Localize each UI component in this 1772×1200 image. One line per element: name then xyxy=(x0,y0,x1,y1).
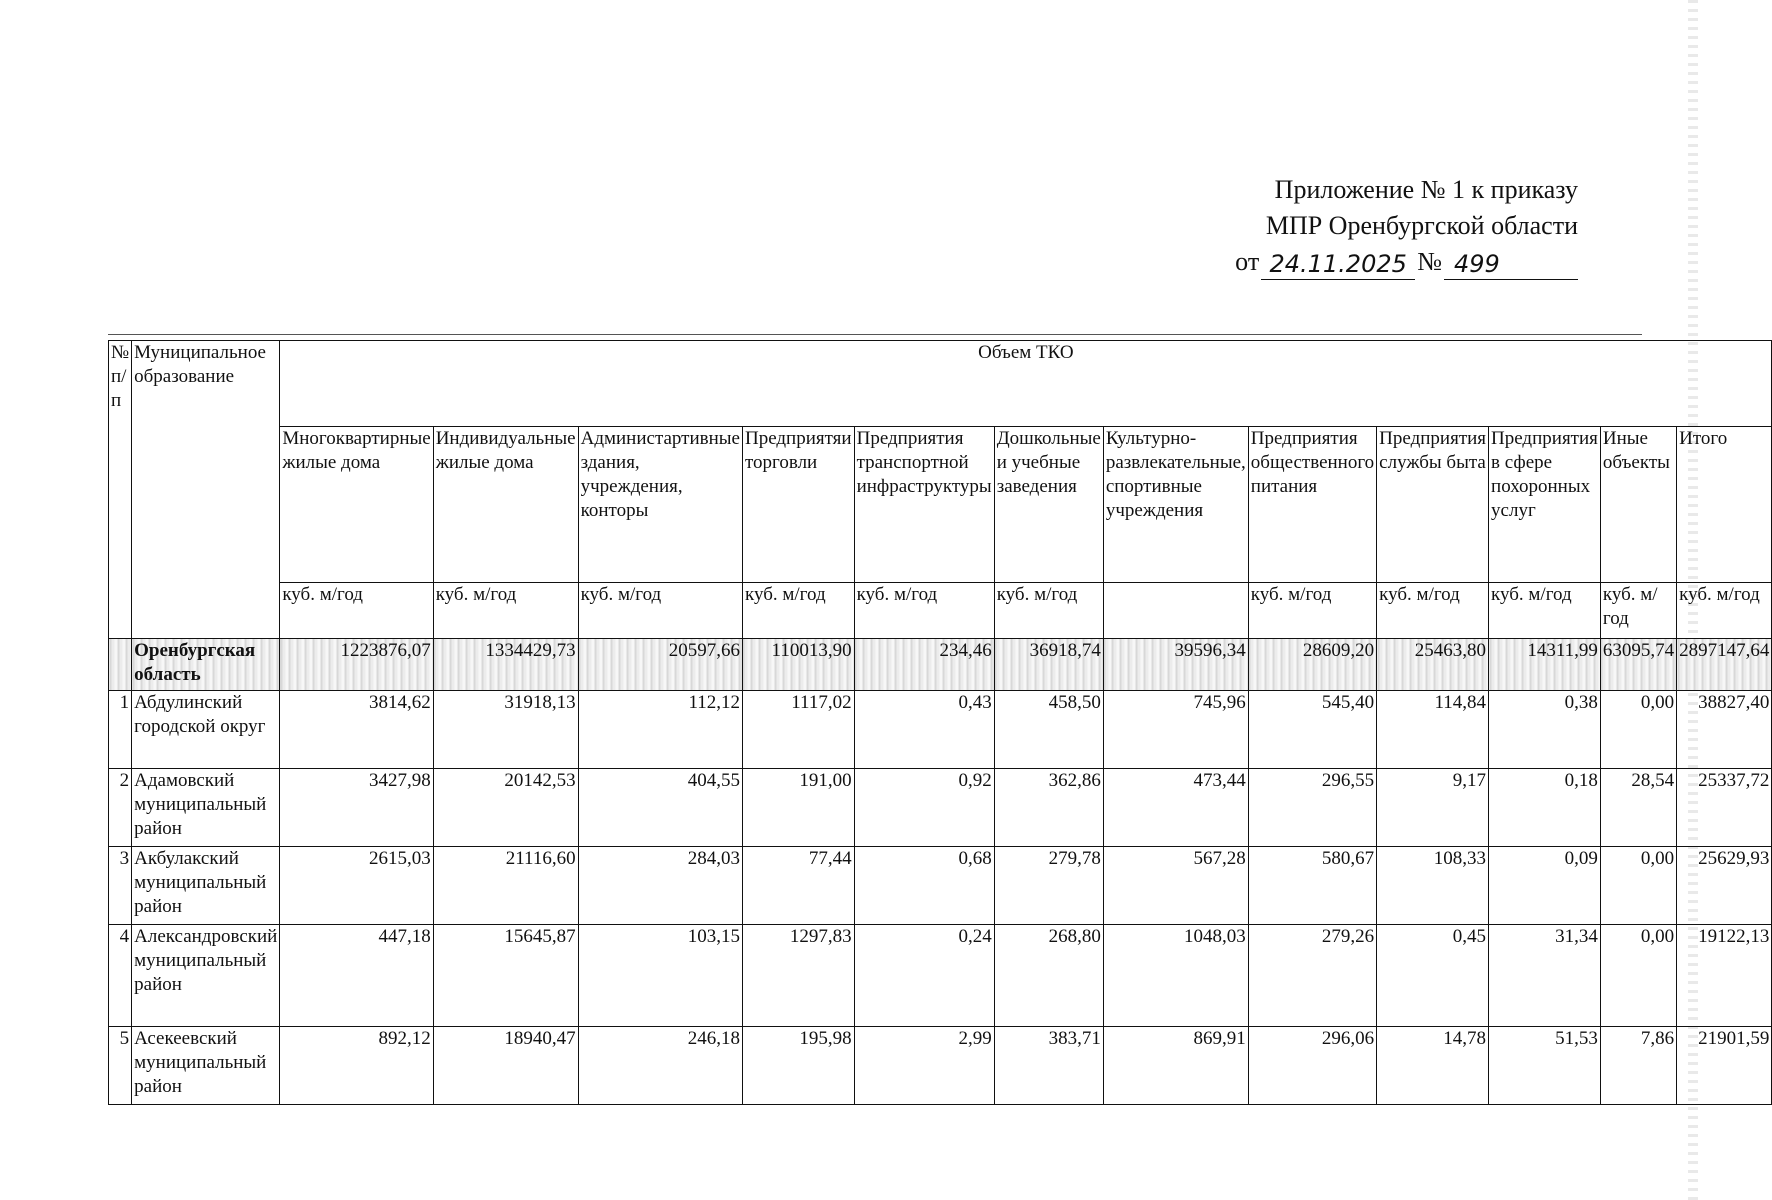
unit-header: куб. м/год xyxy=(1248,583,1376,639)
value-cell: 9,17 xyxy=(1377,769,1489,847)
row-index: 3 xyxy=(109,847,132,925)
value-cell: 567,28 xyxy=(1103,847,1248,925)
value-cell: 0,00 xyxy=(1600,925,1676,1027)
unit-header: куб. м/год xyxy=(1489,583,1601,639)
value-cell: 892,12 xyxy=(280,1027,433,1105)
value-cell: 0,09 xyxy=(1489,847,1601,925)
value-cell: 63095,74 xyxy=(1600,639,1676,691)
value-cell: 114,84 xyxy=(1377,691,1489,769)
municipality-name: Акбулакский муниципальный район xyxy=(132,847,280,925)
unit-header: куб. м/год xyxy=(854,583,994,639)
value-cell: 1117,02 xyxy=(742,691,854,769)
value-cell: 112,12 xyxy=(578,691,742,769)
category-header: Предприятия общественного питания xyxy=(1248,427,1376,583)
value-cell: 580,67 xyxy=(1248,847,1376,925)
category-header: Культурно-развлекательные, спортивные учреждения xyxy=(1103,427,1248,583)
category-header: Иные объекты xyxy=(1600,427,1676,583)
value-cell: 473,44 xyxy=(1103,769,1248,847)
unit-header: куб. м/год xyxy=(994,583,1103,639)
value-cell: 0,92 xyxy=(854,769,994,847)
value-cell: 21116,60 xyxy=(433,847,578,925)
header-row-top xyxy=(109,341,1772,427)
category-header: Предприятия службы быта xyxy=(1377,427,1489,583)
value-cell: 1223876,07 xyxy=(280,639,433,691)
unit-header: куб. м/год xyxy=(1600,583,1676,639)
table-row xyxy=(109,1027,1772,1105)
category-header: Предприятия транспортной инфраструктуры xyxy=(854,427,994,583)
value-cell: 383,71 xyxy=(994,1027,1103,1105)
value-cell: 1048,03 xyxy=(1103,925,1248,1027)
row-index: 2 xyxy=(109,769,132,847)
value-cell: 545,40 xyxy=(1248,691,1376,769)
unit-header: куб. м/год xyxy=(742,583,854,639)
value-cell: 39596,34 xyxy=(1103,639,1248,691)
appendix-line-1: Приложение № 1 к приказу xyxy=(1274,175,1578,204)
value-cell: 2,99 xyxy=(854,1027,994,1105)
value-cell: 404,55 xyxy=(578,769,742,847)
value-cell: 195,98 xyxy=(742,1027,854,1105)
value-cell: 18940,47 xyxy=(433,1027,578,1105)
header-row-categories xyxy=(109,427,1772,583)
category-header: Итого xyxy=(1677,427,1772,583)
value-cell: 25629,93 xyxy=(1677,847,1772,925)
value-cell: 3427,98 xyxy=(280,769,433,847)
value-cell: 447,18 xyxy=(280,925,433,1027)
municipality-name: Адамовский муниципальный район xyxy=(132,769,280,847)
value-cell: 279,26 xyxy=(1248,925,1376,1027)
appendix-line-3 xyxy=(1235,244,1578,280)
value-cell: 108,33 xyxy=(1377,847,1489,925)
value-cell: 25463,80 xyxy=(1377,639,1489,691)
category-header: Предприятяи торговли xyxy=(742,427,854,583)
table-row xyxy=(109,925,1772,1027)
value-cell: 19122,13 xyxy=(1677,925,1772,1027)
value-cell: 0,18 xyxy=(1489,769,1601,847)
value-cell: 20597,66 xyxy=(578,639,742,691)
unit-header: куб. м/год xyxy=(280,583,433,639)
table-row xyxy=(109,847,1772,925)
col-index-header: № п/п xyxy=(109,341,132,639)
municipality-name: Абдулинский городской округ xyxy=(132,691,280,769)
value-cell: 21901,59 xyxy=(1677,1027,1772,1105)
appendix-from: от xyxy=(1235,247,1260,276)
volume-title: Объем ТКО xyxy=(280,341,1772,427)
value-cell: 296,06 xyxy=(1248,1027,1376,1105)
category-header: Дошкольные и учебные заведения xyxy=(994,427,1103,583)
tko-volume-table xyxy=(108,340,1772,1105)
value-cell: 3814,62 xyxy=(280,691,433,769)
unit-header: куб. м/год xyxy=(1677,583,1772,639)
value-cell: 77,44 xyxy=(742,847,854,925)
region-name: Оренбургская область xyxy=(132,639,280,691)
value-cell: 51,53 xyxy=(1489,1027,1601,1105)
header-row-units xyxy=(109,583,1772,639)
region-total-row xyxy=(109,639,1772,691)
category-header: Администартивные здания, учреждения, конторы xyxy=(578,427,742,583)
value-cell: 191,00 xyxy=(742,769,854,847)
table-row xyxy=(109,769,1772,847)
value-cell: 0,00 xyxy=(1600,847,1676,925)
unit-header: куб. м/год xyxy=(433,583,578,639)
value-cell: 103,15 xyxy=(578,925,742,1027)
municipality-name: Александровский муниципальный район xyxy=(132,925,280,1027)
appendix-date: 24.11.2025 xyxy=(1261,249,1415,280)
value-cell: 284,03 xyxy=(578,847,742,925)
unit-header: куб. м/год xyxy=(578,583,742,639)
table-row xyxy=(109,691,1772,769)
category-header: Предприятия в сфере похоронных услуг xyxy=(1489,427,1601,583)
value-cell: 1297,83 xyxy=(742,925,854,1027)
unit-header xyxy=(1103,583,1248,639)
value-cell: 36918,74 xyxy=(994,639,1103,691)
value-cell: 28609,20 xyxy=(1248,639,1376,691)
unit-header: куб. м/год xyxy=(1377,583,1489,639)
value-cell: 0,45 xyxy=(1377,925,1489,1027)
value-cell: 15645,87 xyxy=(433,925,578,1027)
region-index-cell xyxy=(109,639,132,691)
value-cell: 246,18 xyxy=(578,1027,742,1105)
value-cell: 869,91 xyxy=(1103,1027,1248,1105)
category-header: Индивидуальные жилые дома xyxy=(433,427,578,583)
value-cell: 279,78 xyxy=(994,847,1103,925)
row-index: 1 xyxy=(109,691,132,769)
value-cell: 20142,53 xyxy=(433,769,578,847)
value-cell: 38827,40 xyxy=(1677,691,1772,769)
value-cell: 31918,13 xyxy=(433,691,578,769)
municipality-name: Асекеевский муниципальный район xyxy=(132,1027,280,1105)
value-cell: 745,96 xyxy=(1103,691,1248,769)
value-cell: 362,86 xyxy=(994,769,1103,847)
value-cell: 0,24 xyxy=(854,925,994,1027)
appendix-header xyxy=(1235,172,1578,280)
value-cell: 234,46 xyxy=(854,639,994,691)
value-cell: 1334429,73 xyxy=(433,639,578,691)
value-cell: 2615,03 xyxy=(280,847,433,925)
value-cell: 0,43 xyxy=(854,691,994,769)
value-cell: 110013,90 xyxy=(742,639,854,691)
value-cell: 0,68 xyxy=(854,847,994,925)
appendix-line-2: МПР Оренбургской области xyxy=(1265,211,1578,240)
value-cell: 296,55 xyxy=(1248,769,1376,847)
category-header: Многоквартирные жилые дома xyxy=(280,427,433,583)
value-cell: 14311,99 xyxy=(1489,639,1601,691)
appendix-number: 499 xyxy=(1444,249,1578,280)
row-index: 5 xyxy=(109,1027,132,1105)
value-cell: 458,50 xyxy=(994,691,1103,769)
value-cell: 2897147,64 xyxy=(1677,639,1772,691)
value-cell: 28,54 xyxy=(1600,769,1676,847)
value-cell: 25337,72 xyxy=(1677,769,1772,847)
value-cell: 0,00 xyxy=(1600,691,1676,769)
value-cell: 0,38 xyxy=(1489,691,1601,769)
value-cell: 7,86 xyxy=(1600,1027,1676,1105)
value-cell: 268,80 xyxy=(994,925,1103,1027)
appendix-number-sign: № xyxy=(1417,247,1442,276)
top-rule xyxy=(108,334,1642,335)
value-cell: 31,34 xyxy=(1489,925,1601,1027)
value-cell: 14,78 xyxy=(1377,1027,1489,1105)
row-index: 4 xyxy=(109,925,132,1027)
col-municipality-header: Муниципальное образование xyxy=(132,341,280,639)
